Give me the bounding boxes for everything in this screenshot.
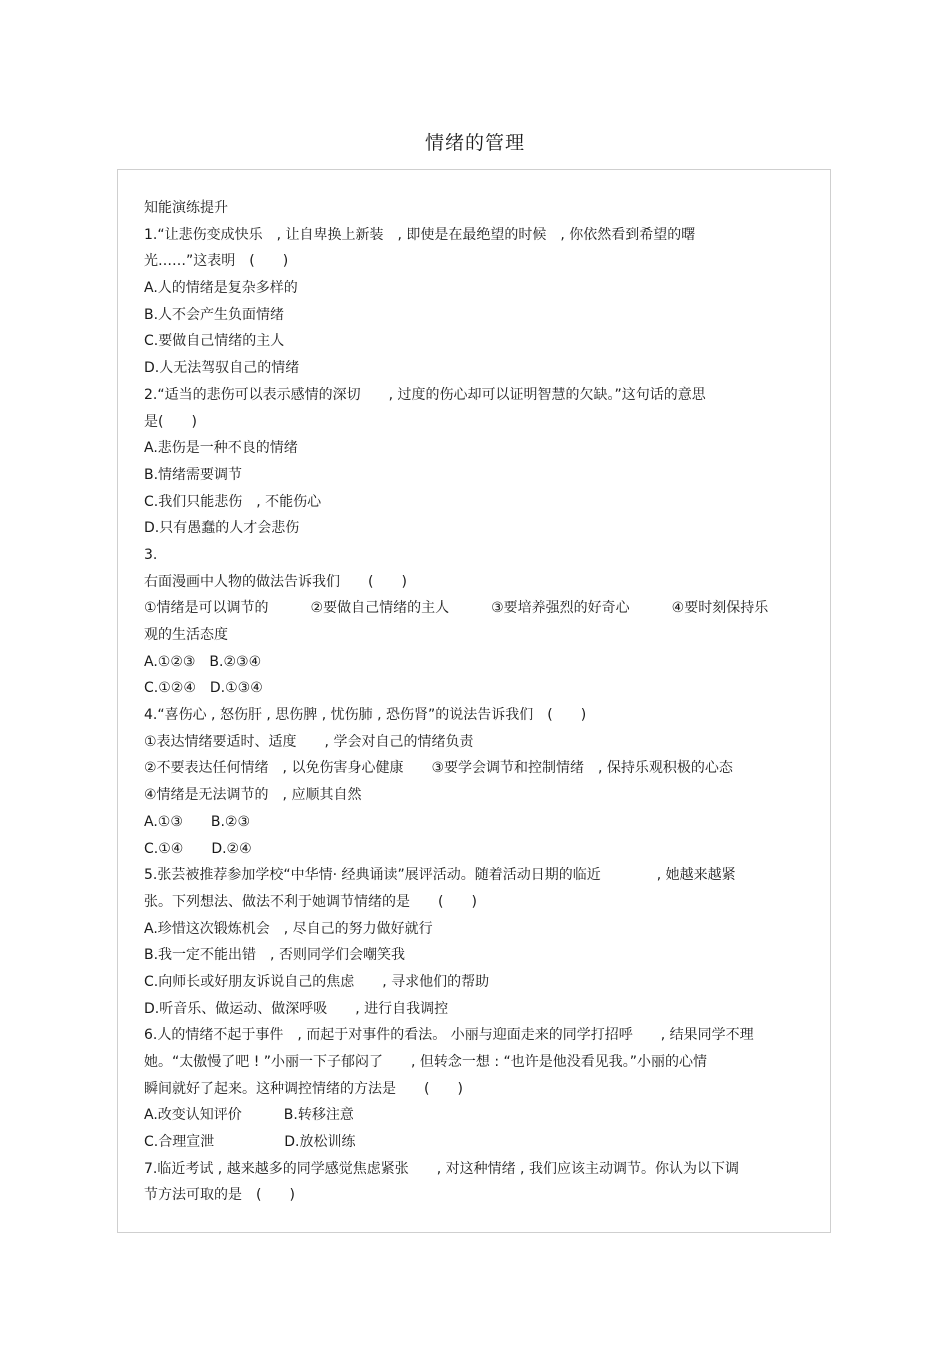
question-4-statement-2-3: ②不要表达任何情绪 , 以免伤害身心健康 ③要学会调节和控制情绪 , 保持乐观积极的心态 xyxy=(144,760,733,777)
question-6-stem-cont: 她。“太傲慢了吧 ! ”小丽一下子郁闷了 , 但转念一想 : “也许是他没看见我。”小丽的心情 xyxy=(144,1054,708,1070)
question-3-statements-cont: 观的生活态度 xyxy=(144,627,228,643)
question-2-option-c: C.我们只能悲伤 , 不能伤心 xyxy=(144,493,322,510)
question-6-stem: 6.人的情绪不起于事件 , 而起于对事件的看法。 小丽与迎面走来的同学打招呼 , 结果同学不理 xyxy=(144,1027,754,1044)
question-6-options-ab: A.改变认知评价 B.转移注意 xyxy=(144,1107,354,1124)
question-3-number: 3. xyxy=(144,546,158,563)
question-3-stem: 右面漫画中人物的做法告诉我们 ( ) xyxy=(144,573,407,590)
question-2-option-a: A.悲伤是一种不良的情绪 xyxy=(144,440,298,457)
question-7-stem: 7.临近考试 , 越来越多的同学感觉焦虑紧张 , 对这种情绪 , 我们应该主动调节。你认为以下调 xyxy=(144,1160,739,1177)
question-1-option-a: A.人的情绪是复杂多样的 xyxy=(144,280,298,297)
question-3-options-ab: A.①②③ B.②③④ xyxy=(144,653,262,670)
section-heading: 知能演练提升 xyxy=(144,200,228,216)
question-3-options-cd: C.①②④ D.①③④ xyxy=(144,680,263,697)
question-6-options-cd: C.合理宣泄 D.放松训练 xyxy=(144,1134,356,1151)
question-1-option-b: B.人不会产生负面情绪 xyxy=(144,306,285,323)
exercise-content xyxy=(144,195,804,1209)
question-1-option-d: D.人无法驾驭自己的情绪 xyxy=(144,360,300,377)
page-title: 情绪的管理 xyxy=(424,132,525,154)
question-1-stem: 1.“让悲伤变成快乐 , 让自卑换上新装 , 即使是在最绝望的时候 , 你依然看到希望的曙 xyxy=(144,226,696,243)
question-5-option-d: D.听音乐、做运动、做深呼吸 , 进行自我调控 xyxy=(144,1000,449,1017)
question-4-stem: 4.“喜伤心 , 怒伤肝 , 思伤脾 , 忧伤肺 , 恐伤肾”的说法告诉我们 ( ) xyxy=(144,707,587,724)
question-5-option-b: B.我一定不能出错 , 否则同学们会嘲笑我 xyxy=(144,947,405,964)
question-2-stem: 2.“适当的悲伤可以表示感情的深切 , 过度的伤心却可以证明智慧的欠缺。”这句话的意思 xyxy=(144,386,706,403)
question-5-stem: 5.张芸被推荐参加学校“中华情· 经典诵读”展评活动。随着活动日期的临近 , 她越来越紧 xyxy=(144,867,736,884)
question-5-option-c: C.向师长或好朋友诉说自己的焦虑 , 寻求他们的帮助 xyxy=(144,973,490,990)
question-4-statement-4: ④情绪是无法调节的 , 应顺其自然 xyxy=(144,787,362,804)
question-4-options-cd: C.①④ D.②④ xyxy=(144,840,252,857)
question-2-option-b: B.情绪需要调节 xyxy=(144,466,243,483)
question-7-stem-cont: 节方法可取的是 ( ) xyxy=(144,1187,295,1204)
question-1-option-c: C.要做自己情绪的主人 xyxy=(144,333,285,350)
question-4-statement-1: ①表达情绪要适时、适度 , 学会对自己的情绪负责 xyxy=(144,733,474,750)
question-5-option-a: A.珍惜这次锻炼机会 , 尽自己的努力做好就行 xyxy=(144,920,433,937)
question-5-stem-cont: 张。下列想法、做法不利于她调节情绪的是 ( ) xyxy=(144,893,477,910)
question-6-stem-end: 瞬间就好了起来。这种调控情绪的方法是 ( ) xyxy=(144,1080,463,1097)
question-2-stem-cont: 是( ) xyxy=(144,413,197,430)
question-1-stem-cont: 光……”这表明 ( ) xyxy=(144,253,289,270)
question-2-option-d: D.只有愚蠢的人才会悲伤 xyxy=(144,520,300,537)
question-4-options-ab: A.①③ B.②③ xyxy=(144,813,251,830)
question-3-statements: ①情绪是可以调节的 ②要做自己情绪的主人 ③要培养强烈的好奇心 ④要时刻保持乐 xyxy=(144,600,769,617)
